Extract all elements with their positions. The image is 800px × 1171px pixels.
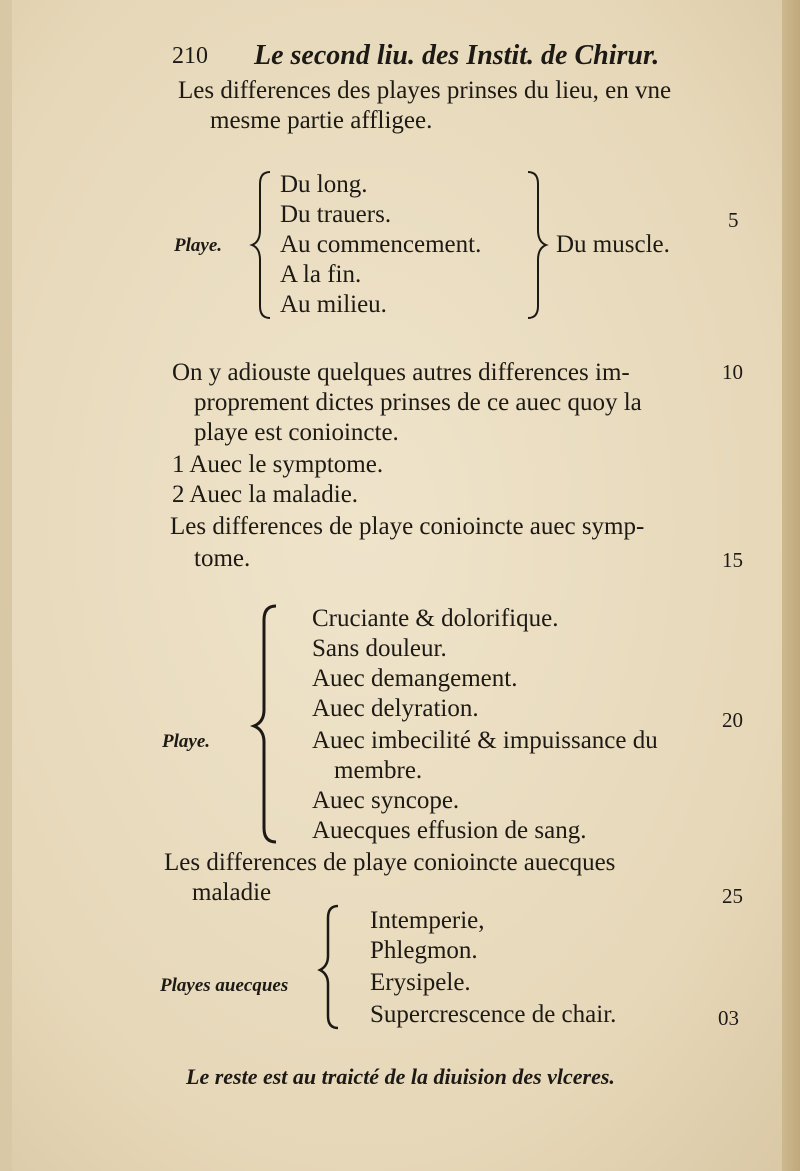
- footer-note: Le reste est au traicté de la diuision des vlceres.: [186, 1064, 615, 1089]
- section1-item-4: A la fin.: [280, 261, 362, 288]
- section2-item-4: Auec delyration.: [312, 695, 479, 722]
- section1-item-3: Au commencement.: [280, 231, 482, 258]
- page-right-edge: [782, 0, 800, 1171]
- line-number-5: 5: [728, 208, 739, 232]
- section3-left-label: Playes auecques: [160, 975, 289, 996]
- paragraph-line4: Les differences de playe conioincte auec symp-: [170, 513, 645, 540]
- line-number-10: 10: [722, 360, 743, 384]
- section2-item-8: Auecques effusion de sang.: [312, 817, 587, 844]
- paragraph-line3: playe est conioincte.: [194, 419, 399, 446]
- paragraph-line5: tome.: [194, 545, 251, 572]
- section1-title-line2: mesme partie affligee.: [210, 107, 433, 134]
- list-item-1: 1 Auec le symptome.: [172, 451, 384, 478]
- section3-item-3: Erysipele.: [370, 969, 471, 996]
- page-left-edge: [0, 0, 12, 1171]
- line-number-30: 03: [718, 1006, 739, 1030]
- section2-item-7: Auec syncope.: [312, 787, 460, 814]
- section3-brace: [316, 904, 346, 1030]
- section2-item-6: membre.: [334, 757, 423, 784]
- running-title: Le second liu. des Instit. de Chirur.: [254, 40, 660, 71]
- section1-left-label: Playe.: [174, 235, 223, 256]
- section1-item-5: Au milieu.: [280, 291, 387, 318]
- section3-item-2: Phlegmon.: [370, 937, 478, 964]
- section2-item-1: Cruciante & dolorifique.: [312, 605, 559, 632]
- section2-item-5: Auec imbecilité & impuissance du: [312, 727, 658, 754]
- section3-title-line1: Les differences de playe conioincte auecques: [164, 849, 616, 876]
- section1-title-line1: Les differences des playes prinses du lieu, en vne: [178, 77, 672, 104]
- section3-title-line2: maladie: [192, 879, 272, 906]
- section2-brace: [250, 604, 284, 844]
- list-item-2: 2 Auec la maladie.: [172, 481, 359, 508]
- line-number-15: 15: [722, 548, 743, 572]
- section1-right-brace: [524, 170, 554, 320]
- section1-left-brace: [248, 170, 278, 320]
- section2-item-2: Sans douleur.: [312, 635, 447, 662]
- paragraph-line2: proprement dictes prinses de ce auec quoy la: [194, 389, 642, 416]
- section1-right-label: Du muscle.: [556, 231, 670, 258]
- section2-left-label: Playe.: [162, 731, 211, 752]
- line-number-20: 20: [722, 708, 743, 732]
- section1-item-1: Du long.: [280, 171, 368, 198]
- page-number: 210: [172, 43, 208, 69]
- section2-item-3: Auec demangement.: [312, 665, 518, 692]
- section3-item-4: Supercrescence de chair.: [370, 1001, 617, 1028]
- section1-item-2: Du trauers.: [280, 201, 392, 228]
- line-number-25: 25: [722, 884, 743, 908]
- paragraph-line1: On y adiouste quelques autres differences im-: [172, 359, 630, 386]
- section3-item-1: Intemperie,: [370, 907, 485, 934]
